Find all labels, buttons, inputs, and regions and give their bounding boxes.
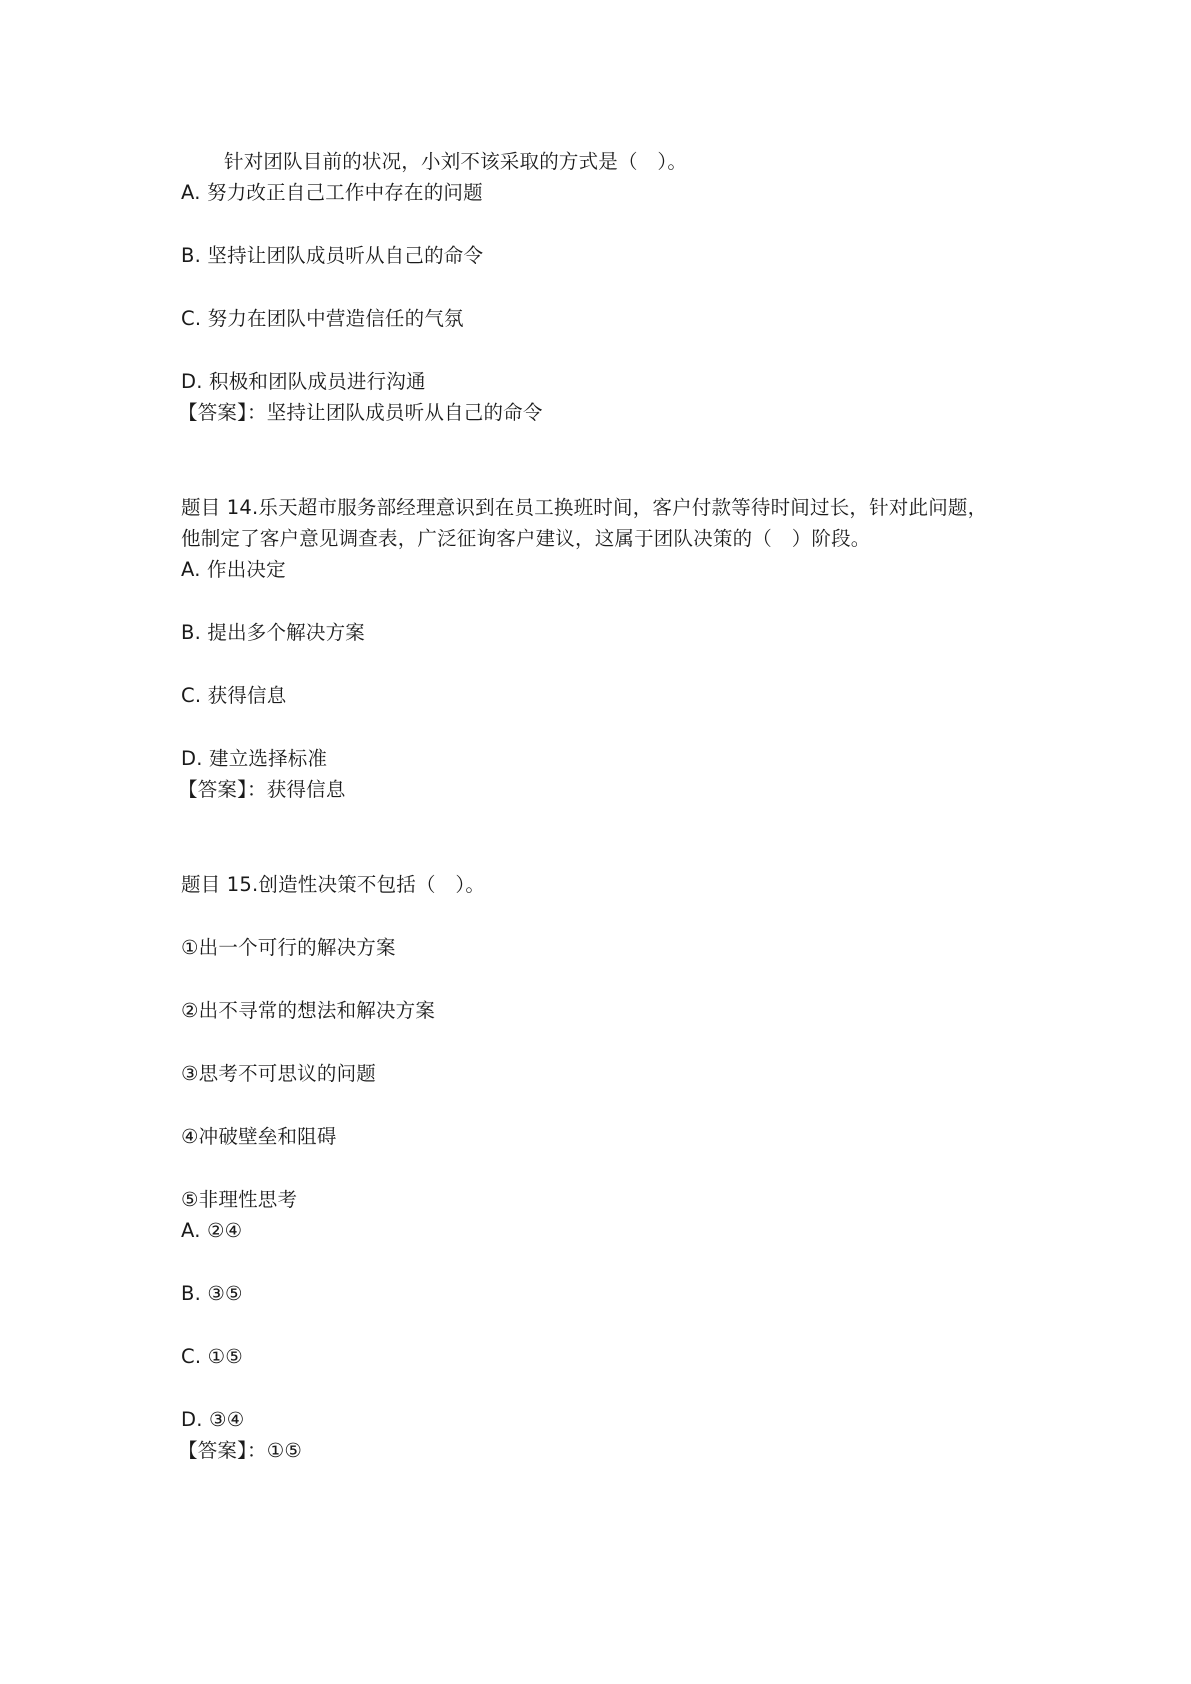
q15-option-d: D. ③④: [181, 1408, 245, 1431]
q15-item-5: ⑤非理性思考: [181, 1188, 298, 1211]
q15-item-4: ④冲破壁垒和阻碍: [181, 1125, 337, 1148]
q15-option-a: A. ②④: [181, 1219, 243, 1242]
q14-option-a: A. 作出决定: [181, 558, 286, 581]
q15-item-3: ③思考不可思议的问题: [181, 1062, 376, 1085]
q15-answer: 【答案】：①⑤: [178, 1439, 303, 1462]
q14-stem-line2: 他制定了客户意见调查表，广泛征询客户建议，这属于团队决策的（ ）阶段。: [181, 527, 871, 550]
q15-item-1: ①出一个可行的解决方案: [181, 936, 396, 959]
q14-answer: 【答案】：获得信息: [178, 778, 346, 801]
q14-stem-line1: 题目 14.乐天超市服务部经理意识到在员工换班时间，客户付款等待时间过长，针对此问题，: [181, 496, 988, 519]
q14-option-b: B. 提出多个解决方案: [181, 621, 365, 644]
q13-option-a: A. 努力改正自己工作中存在的问题: [181, 181, 483, 204]
q13-option-b: B. 坚持让团队成员听从自己的命令: [181, 244, 484, 267]
q15-option-c: C. ①⑤: [181, 1345, 243, 1368]
q15-stem: 题目 15.创造性决策不包括（ ）。: [181, 873, 486, 896]
q13-option-d: D. 积极和团队成员进行沟通: [181, 370, 426, 393]
q15-option-b: B. ③⑤: [181, 1282, 243, 1305]
q13-option-c: C. 努力在团队中营造信任的气氛: [181, 307, 464, 330]
q14-option-d: D. 建立选择标准: [181, 747, 328, 770]
q15-item-2: ②出不寻常的想法和解决方案: [181, 999, 436, 1022]
q14-option-c: C. 获得信息: [181, 684, 287, 707]
q13-stem: 针对团队目前的状况，小刘不该采取的方式是（ ）。: [224, 150, 688, 173]
q13-answer: 【答案】：坚持让团队成员听从自己的命令: [178, 401, 543, 424]
